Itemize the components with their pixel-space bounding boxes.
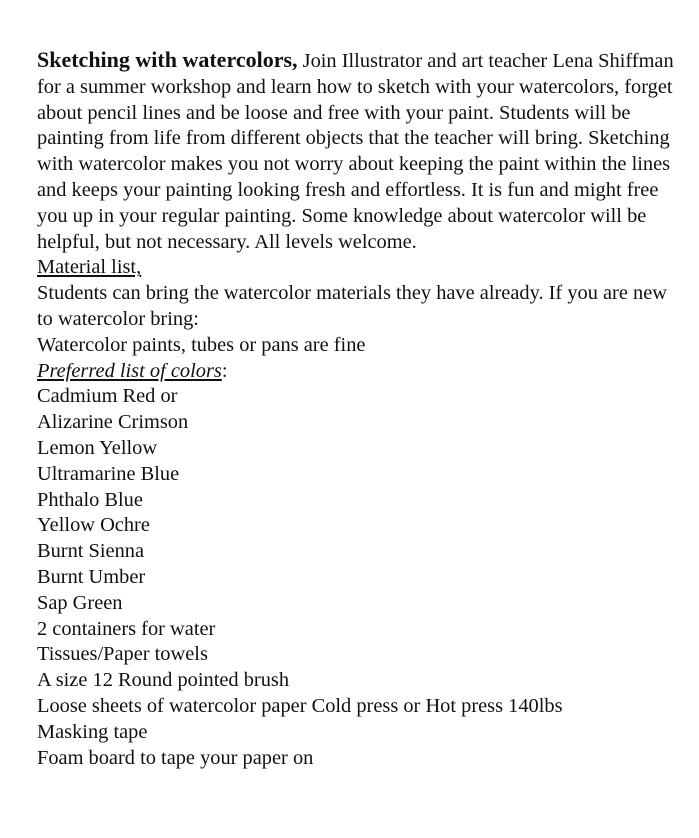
- color-item: Ultramarine Blue: [37, 462, 180, 485]
- color-item: Phthalo Blue: [37, 488, 143, 511]
- supplies-list: [37, 617, 677, 772]
- supply-item: Foam board to tape your paper on: [37, 746, 314, 769]
- workshop-title: Sketching with watercolors,: [37, 47, 298, 72]
- supply-item: 2 containers for water: [37, 617, 216, 640]
- color-item: Alizarine Crimson: [37, 411, 189, 434]
- paints-line: Watercolor paints, tubes or pans are fine: [37, 333, 366, 356]
- intro-paragraph: [37, 47, 677, 255]
- material-note: Students can bring the watercolor materials they have already. If you are new to watercolor bring:: [37, 282, 667, 330]
- color-item: Burnt Umber: [37, 565, 146, 588]
- color-item: Sap Green: [37, 591, 123, 614]
- color-item: Burnt Sienna: [37, 540, 145, 563]
- supply-item: Tissues/Paper towels: [37, 643, 208, 666]
- color-item: Yellow Ochre: [37, 514, 150, 537]
- colors-heading-line: [37, 359, 677, 385]
- supply-item: Masking tape: [37, 720, 148, 743]
- supply-item: Loose sheets of watercolor paper Cold press or Hot press 140lbs: [37, 694, 563, 717]
- document-body: [37, 47, 677, 771]
- preferred-colors-heading: Preferred list of colors: [37, 359, 222, 382]
- material-list-heading: Material list,: [37, 256, 142, 279]
- colors-heading-colon: :: [221, 359, 228, 382]
- supply-item: A size 12 Round pointed brush: [37, 669, 290, 692]
- colors-list: [37, 384, 677, 616]
- intro-text: Join Illustrator and art teacher Lena Shiffman for a summer workshop and learn how to sketch with your watercolors, forget about pencil lines and be loose and free with your paint. Students will be painting from life from different objects that the teacher will bring. Sketching with watercolor makes you not worry about keeping the paint within the lines and keeps your painting looking fresh and effortless. It is fun and might free you up in your regular painting. Some knowledge about watercolor will be helpful, but not necessary. All levels welcome.: [37, 50, 674, 253]
- color-item: Cadmium Red or: [37, 385, 178, 408]
- color-item: Lemon Yellow: [37, 436, 158, 459]
